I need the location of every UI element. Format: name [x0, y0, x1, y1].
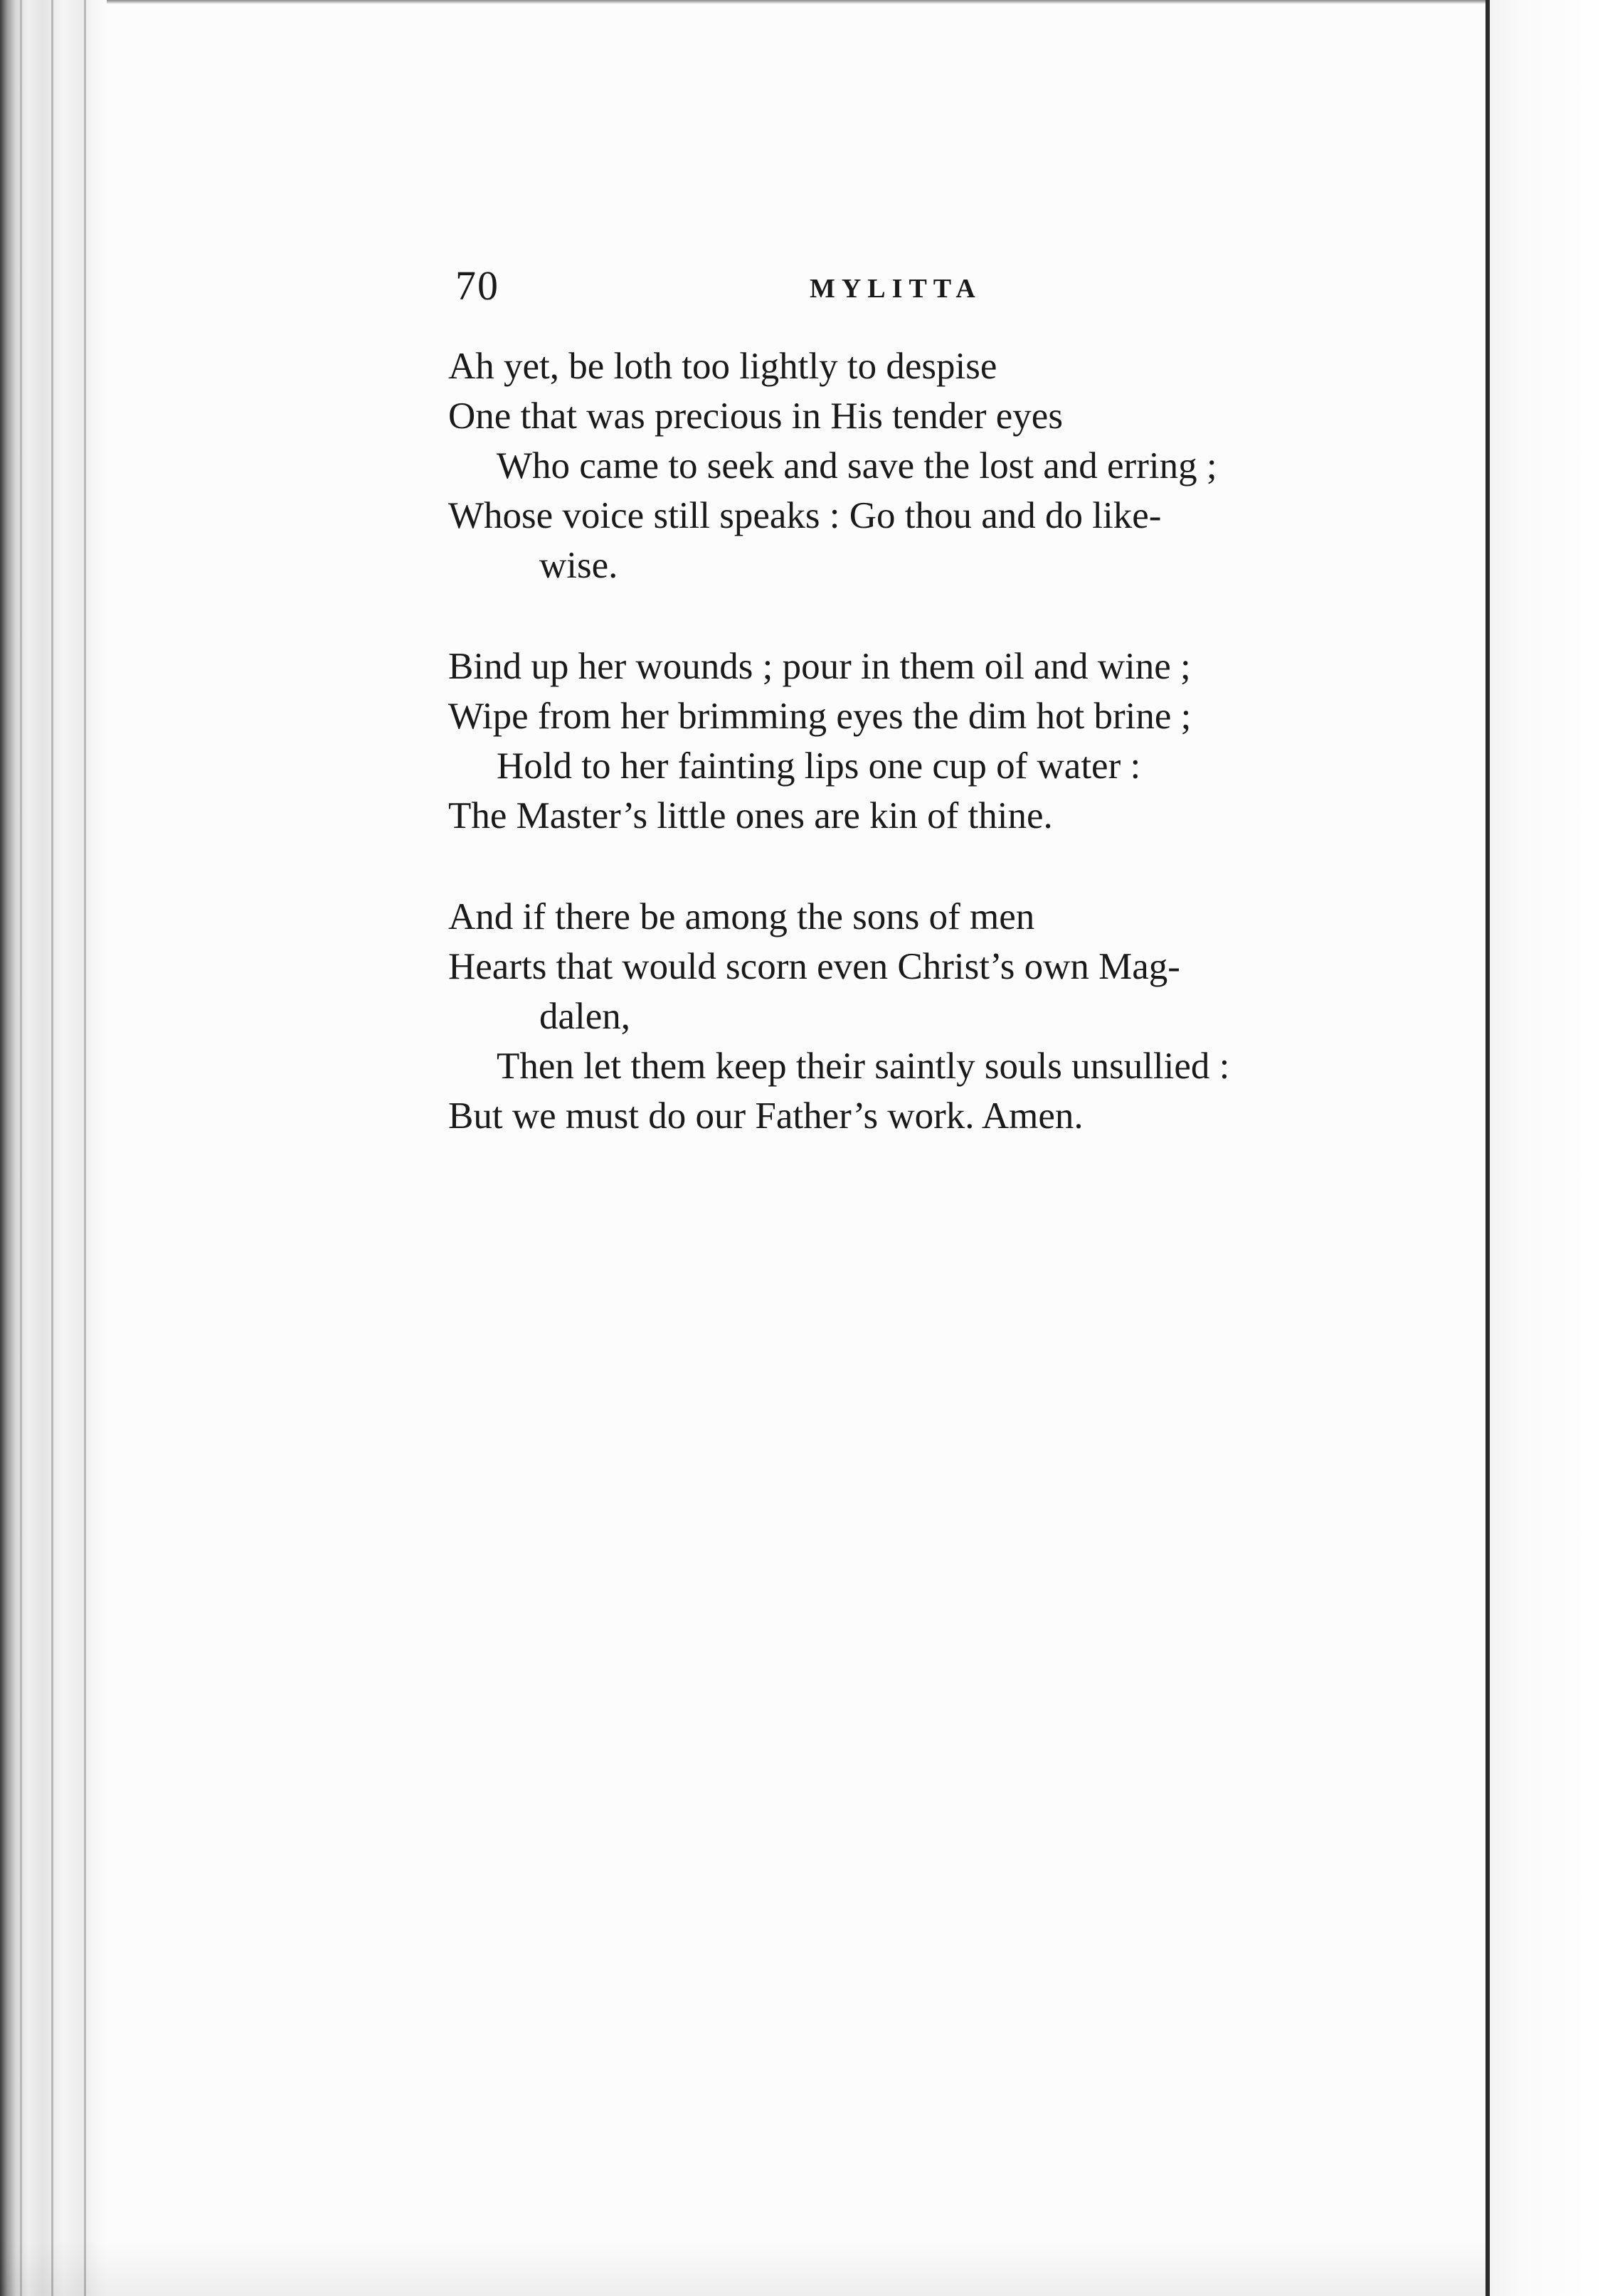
poem-line: Then let them keep their saintly souls unsullied : — [497, 1046, 1230, 1087]
poem-line: Bind up her wounds ; pour in them oil and wine ; — [448, 646, 1191, 687]
binding-gutter — [0, 0, 107, 2296]
poem-line: And if there be among the sons of men — [448, 896, 1035, 937]
stanza-3 — [448, 892, 1387, 1141]
poem-line: Ah yet, be loth too lightly to despise — [448, 346, 997, 387]
page-number: 70 — [455, 262, 499, 309]
poem-line: One that was precious in His tender eyes — [448, 395, 1063, 437]
poem-line: Hold to her fainting lips one cup of water : — [497, 745, 1141, 787]
bottom-edge-shadow — [0, 2241, 1485, 2296]
stanza-2 — [448, 642, 1387, 841]
top-edge-shadow — [107, 0, 1485, 4]
poem-line: The Master’s little ones are kin of thine. — [448, 795, 1053, 836]
running-head — [455, 262, 1010, 312]
book-title: MYLITTA — [810, 274, 982, 304]
poem-line: But we must do our Father’s work. Amen. — [448, 1095, 1084, 1137]
poem-line: Hearts that would scorn even Christ’s own Mag- — [448, 946, 1180, 987]
poem-line-turnover: wise. — [539, 545, 618, 586]
gutter-edge-line — [20, 0, 22, 2296]
poem-line: Whose voice still speaks : Go thou and do like- — [448, 495, 1162, 536]
stanza-1 — [448, 341, 1387, 590]
gutter-edge-line — [51, 0, 53, 2296]
gutter-edge-line — [84, 0, 86, 2296]
poem-body — [448, 341, 1387, 1192]
poem-line-turnover: dalen, — [539, 996, 631, 1037]
poem-line: Wipe from her brimming eyes the dim hot brine ; — [448, 696, 1192, 737]
right-margin — [1490, 0, 1610, 2296]
poem-line: Who came to seek and save the lost and erring ; — [497, 445, 1217, 487]
